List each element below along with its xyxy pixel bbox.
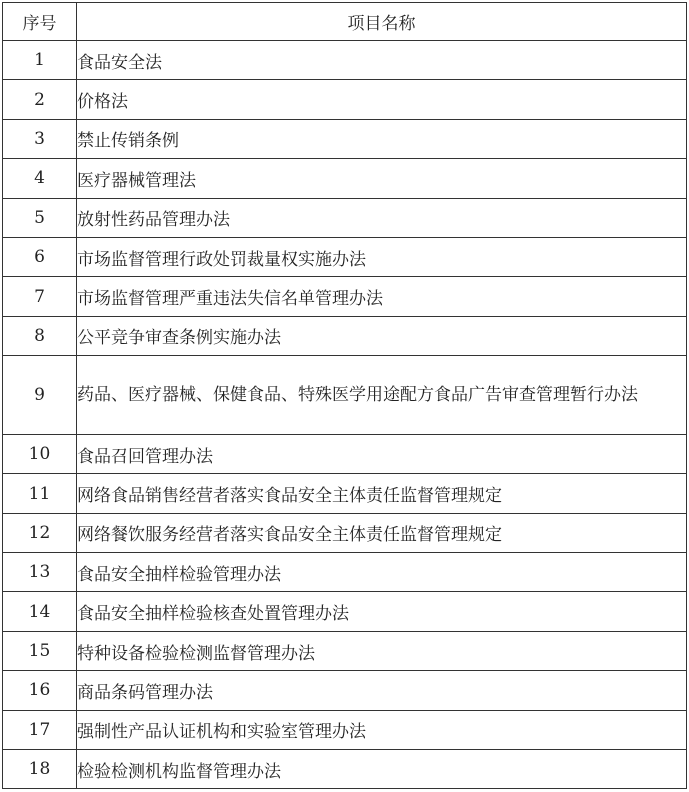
row-number: 3 — [3, 119, 77, 158]
row-number: 6 — [3, 237, 77, 276]
table-row — [3, 198, 687, 237]
row-project-name: 禁止传销条例 — [77, 119, 687, 158]
row-project-name: 食品安全抽样检验管理办法 — [77, 553, 687, 592]
table-row — [3, 277, 687, 316]
table-row — [3, 41, 687, 80]
row-number: 17 — [3, 710, 77, 749]
row-project-name: 食品安全抽样检验核查处置管理办法 — [77, 592, 687, 631]
table-row — [3, 119, 687, 158]
table-row — [3, 750, 687, 789]
row-project-name: 强制性产品认证机构和实验室管理办法 — [77, 710, 687, 749]
row-number: 4 — [3, 159, 77, 198]
table-row — [3, 710, 687, 749]
row-project-name: 网络食品销售经营者落实食品安全主体责任监督管理规定 — [77, 474, 687, 513]
row-project-name: 价格法 — [77, 80, 687, 119]
row-number: 5 — [3, 198, 77, 237]
row-number: 9 — [3, 356, 77, 435]
row-number: 12 — [3, 513, 77, 552]
header-number: 序号 — [3, 3, 77, 41]
row-project-name: 放射性药品管理办法 — [77, 198, 687, 237]
row-project-name: 特种设备检验检测监督管理办法 — [77, 631, 687, 670]
law-project-table — [2, 2, 687, 789]
row-project-name: 食品召回管理办法 — [77, 434, 687, 473]
row-project-name: 商品条码管理办法 — [77, 671, 687, 710]
table-row — [3, 237, 687, 276]
table-row — [3, 159, 687, 198]
table-row — [3, 316, 687, 355]
header-project-name: 项目名称 — [77, 3, 687, 41]
table-row — [3, 631, 687, 670]
table-row — [3, 553, 687, 592]
table-row — [3, 592, 687, 631]
row-project-name: 市场监督管理严重违法失信名单管理办法 — [77, 277, 687, 316]
row-number: 1 — [3, 41, 77, 80]
row-number: 11 — [3, 474, 77, 513]
row-project-name: 药品、医疗器械、保健食品、特殊医学用途配方食品广告审查管理暂行办法 — [77, 356, 687, 435]
table-row — [3, 434, 687, 473]
row-project-name: 检验检测机构监督管理办法 — [77, 750, 687, 789]
row-project-name: 医疗器械管理法 — [77, 159, 687, 198]
row-number: 10 — [3, 434, 77, 473]
table-row — [3, 513, 687, 552]
row-number: 8 — [3, 316, 77, 355]
row-number: 14 — [3, 592, 77, 631]
row-number: 7 — [3, 277, 77, 316]
table-row — [3, 80, 687, 119]
row-project-name: 食品安全法 — [77, 41, 687, 80]
row-project-name: 网络餐饮服务经营者落实食品安全主体责任监督管理规定 — [77, 513, 687, 552]
row-project-name: 市场监督管理行政处罚裁量权实施办法 — [77, 237, 687, 276]
row-number: 18 — [3, 750, 77, 789]
row-number: 13 — [3, 553, 77, 592]
row-number: 2 — [3, 80, 77, 119]
table-header-row — [3, 3, 687, 41]
table-row — [3, 671, 687, 710]
table-row — [3, 356, 687, 435]
table-row — [3, 474, 687, 513]
row-project-name: 公平竞争审查条例实施办法 — [77, 316, 687, 355]
row-number: 15 — [3, 631, 77, 670]
row-number: 16 — [3, 671, 77, 710]
